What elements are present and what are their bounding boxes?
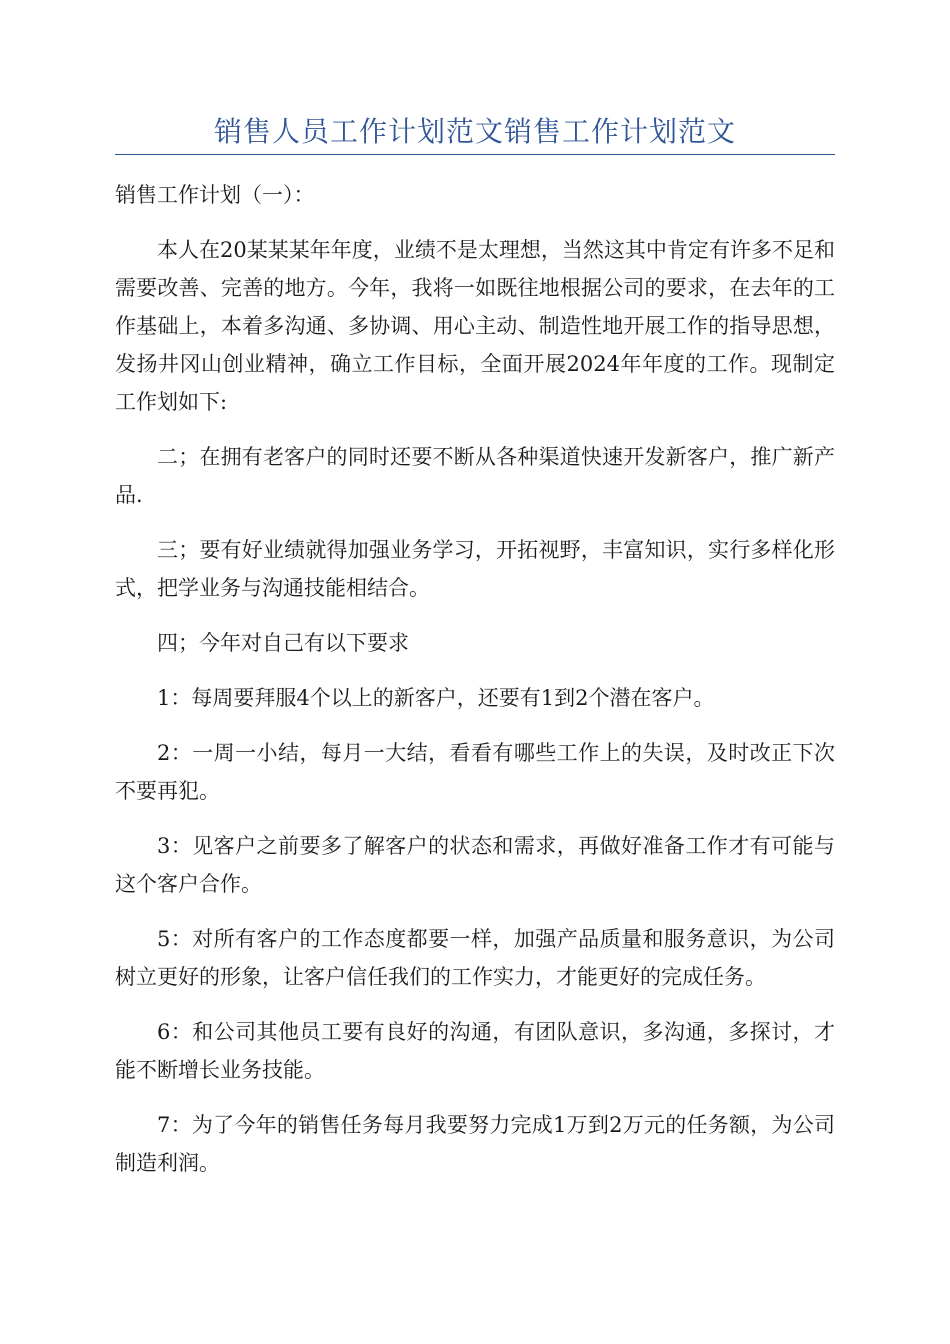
title-underline — [115, 154, 835, 155]
requirement-6: 6：和公司其他员工要有良好的沟通，有团队意识，多沟通，多探讨，才能不断增长业务技能。 — [115, 1020, 835, 1082]
requirement-5: 5：对所有客户的工作态度都要一样，加强产品质量和服务意识，为公司树立更好的形象，让客户信任我们的工作实力，才能更好的完成任务。 — [115, 927, 835, 989]
paragraph-item-3: 三；要有好业绩就得加强业务学习，开拓视野，丰富知识，实行多样化形式，把学业务与沟通技能相结合。 — [115, 538, 835, 600]
paragraph-item-4: 四；今年对自己有以下要求 — [157, 631, 409, 655]
document-title: 销售人员工作计划范文销售工作计划范文 — [213, 115, 736, 148]
requirement-2: 2：一周一小结，每月一大结，看看有哪些工作上的失误，及时改正下次不要再犯。 — [115, 741, 835, 803]
paragraph-intro: 本人在20某某某年年度，业绩不是太理想，当然这其中肯定有许多不足和需要改善、完善的地方。今年，我将一如既往地根据公司的要求，在去年的工作基础上，本着多沟通、多协调、用心主动、制造性地开展工作的指导思想，发扬井冈山创业精神，确立工作目标，全面开展2024年年度的工作。现制定工作划如下: — [115, 238, 835, 414]
requirement-3: 3：见客户之前要多了解客户的状态和需求，再做好准备工作才有可能与这个客户合作。 — [115, 834, 835, 896]
requirement-7: 7：为了今年的销售任务每月我要努力完成1万到2万元的任务额，为公司制造利润。 — [115, 1113, 835, 1175]
section-heading: 销售工作计划（一）： — [115, 183, 315, 207]
requirement-1: 1：每周要拜服4个以上的新客户，还要有1到2个潜在客户。 — [157, 686, 715, 710]
paragraph-item-2: 二；在拥有老客户的同时还要不断从各种渠道快速开发新客户，推广新产品. — [115, 445, 835, 507]
document-body — [115, 176, 835, 1199]
